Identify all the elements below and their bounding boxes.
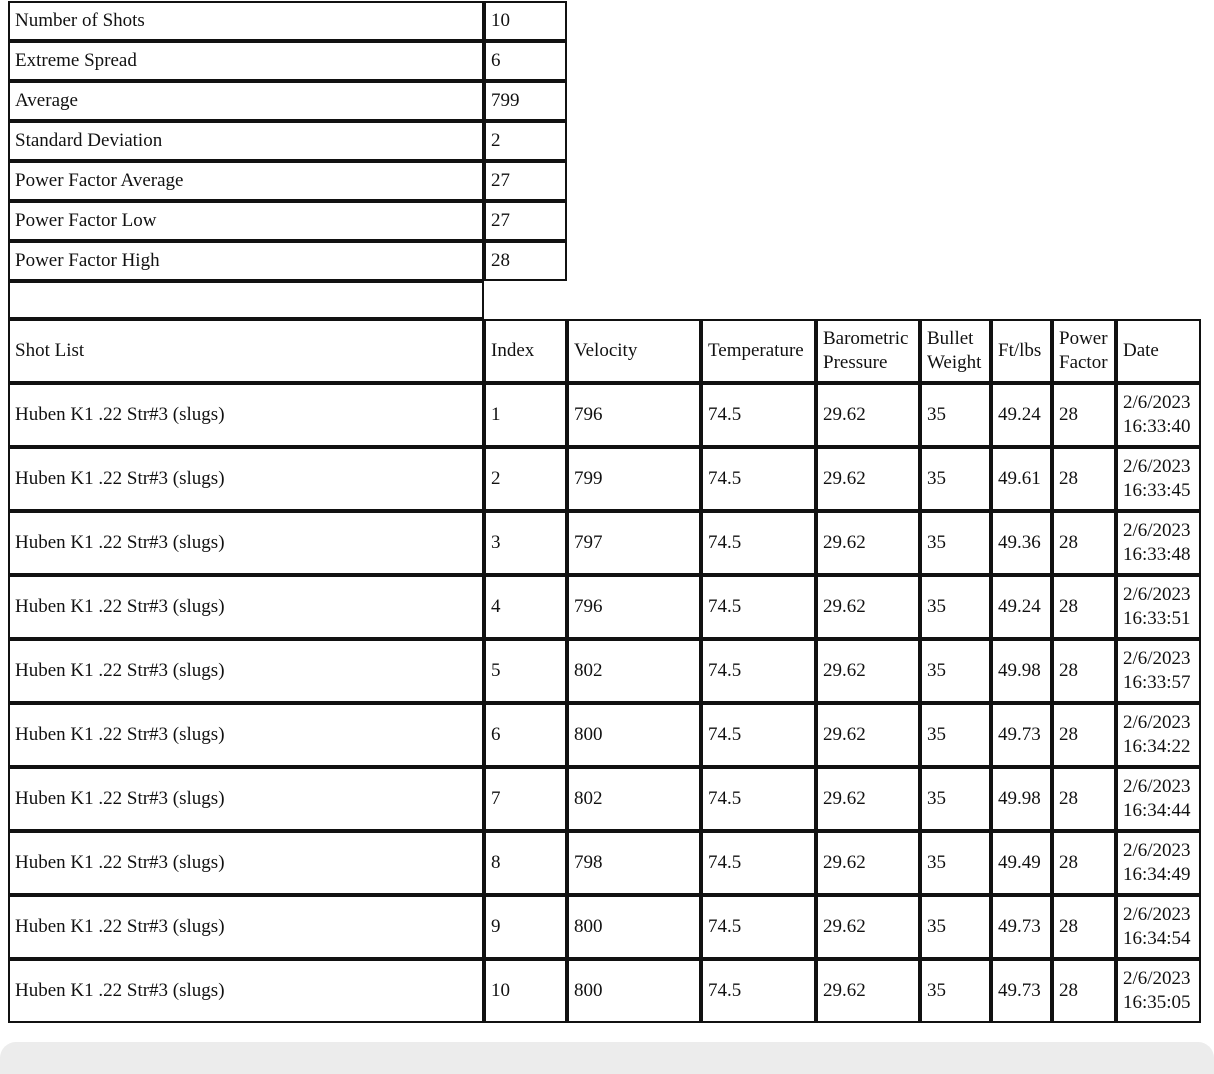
summary-value: 10 — [484, 1, 567, 41]
shot-velocity-cell: 796 — [567, 575, 701, 639]
shot-ftlbs-cell: 49.73 — [991, 895, 1052, 959]
summary-label: Power Factor Average — [8, 161, 484, 201]
shot-temperature-cell: 74.5 — [701, 575, 816, 639]
shot-date-cell — [1116, 959, 1201, 1023]
shot-power-factor-cell: 28 — [1052, 639, 1116, 703]
summary-label: Standard Deviation — [8, 121, 484, 161]
spacer-row — [8, 281, 1201, 319]
shot-temperature-cell: 74.5 — [701, 511, 816, 575]
shot-pressure-cell: 29.62 — [816, 831, 920, 895]
table-row — [8, 511, 1201, 575]
shot-weight-cell: 35 — [920, 959, 991, 1023]
shot-power-factor-cell: 28 — [1052, 767, 1116, 831]
summary-label: Extreme Spread — [8, 41, 484, 81]
summary-label: Average — [8, 81, 484, 121]
shot-name-cell: Huben K1 .22 Str#3 (slugs) — [8, 959, 484, 1023]
shot-name-cell: Huben K1 .22 Str#3 (slugs) — [8, 575, 484, 639]
shot-date-text: 2/6/2023 — [1123, 712, 1191, 733]
shot-date-cell — [1116, 831, 1201, 895]
header-temperature: Temperature — [701, 319, 816, 383]
shot-index-cell: 4 — [484, 575, 567, 639]
shot-temperature-cell: 74.5 — [701, 447, 816, 511]
shot-pressure-cell: 29.62 — [816, 575, 920, 639]
shot-index-cell: 10 — [484, 959, 567, 1023]
shot-velocity-cell: 800 — [567, 895, 701, 959]
summary-value: 27 — [484, 161, 567, 201]
shot-pressure-cell: 29.62 — [816, 639, 920, 703]
shot-velocity-cell: 800 — [567, 703, 701, 767]
shot-date-cell — [1116, 895, 1201, 959]
summary-row-power-factor-high — [8, 241, 1201, 281]
shot-pressure-cell: 29.62 — [816, 511, 920, 575]
shot-date-text: 2/6/2023 — [1123, 520, 1191, 541]
shot-time-text: 16:35:05 — [1123, 992, 1191, 1013]
shot-pressure-cell: 29.62 — [816, 703, 920, 767]
table-row — [8, 831, 1201, 895]
shot-index-cell: 5 — [484, 639, 567, 703]
header-text-line: Bullet — [927, 328, 974, 349]
shot-temperature-cell: 74.5 — [701, 831, 816, 895]
shot-time-text: 16:33:51 — [1123, 608, 1191, 629]
shot-power-factor-cell: 28 — [1052, 959, 1116, 1023]
table-row — [8, 575, 1201, 639]
shot-pressure-cell: 29.62 — [816, 767, 920, 831]
shot-time-text: 16:34:44 — [1123, 800, 1191, 821]
shot-velocity-cell: 802 — [567, 639, 701, 703]
summary-row-standard-deviation — [8, 121, 1201, 161]
shot-weight-cell: 35 — [920, 767, 991, 831]
shot-list-header-row — [8, 319, 1201, 383]
shot-power-factor-cell: 28 — [1052, 703, 1116, 767]
window-bottom-bar — [0, 1042, 1214, 1074]
summary-label: Power Factor High — [8, 241, 484, 281]
shot-temperature-cell: 74.5 — [701, 895, 816, 959]
shot-date-text: 2/6/2023 — [1123, 968, 1191, 989]
shot-power-factor-cell: 28 — [1052, 831, 1116, 895]
header-bullet-weight — [920, 319, 991, 383]
summary-row-power-factor-low — [8, 201, 1201, 241]
shot-index-cell: 1 — [484, 383, 567, 447]
shot-date-cell — [1116, 575, 1201, 639]
shot-ftlbs-cell: 49.98 — [991, 639, 1052, 703]
shot-weight-cell: 35 — [920, 383, 991, 447]
shot-weight-cell: 35 — [920, 575, 991, 639]
shot-power-factor-cell: 28 — [1052, 575, 1116, 639]
shot-index-cell: 6 — [484, 703, 567, 767]
header-text-line: Barometric — [823, 328, 909, 349]
shot-pressure-cell: 29.62 — [816, 895, 920, 959]
shot-index-cell: 8 — [484, 831, 567, 895]
header-velocity: Velocity — [567, 319, 701, 383]
header-text-line: Factor — [1059, 352, 1108, 373]
shot-velocity-cell: 799 — [567, 447, 701, 511]
shot-weight-cell: 35 — [920, 895, 991, 959]
summary-label: Number of Shots — [8, 1, 484, 41]
shot-power-factor-cell: 28 — [1052, 447, 1116, 511]
shot-name-cell: Huben K1 .22 Str#3 (slugs) — [8, 639, 484, 703]
summary-value: 799 — [484, 81, 567, 121]
shot-velocity-cell: 802 — [567, 767, 701, 831]
shot-temperature-cell: 74.5 — [701, 639, 816, 703]
shot-date-text: 2/6/2023 — [1123, 392, 1191, 413]
table-row — [8, 895, 1201, 959]
shot-time-text: 16:33:45 — [1123, 480, 1191, 501]
shot-date-cell — [1116, 383, 1201, 447]
shot-date-cell — [1116, 447, 1201, 511]
shot-name-cell: Huben K1 .22 Str#3 (slugs) — [8, 511, 484, 575]
shot-date-text: 2/6/2023 — [1123, 648, 1191, 669]
shot-name-cell: Huben K1 .22 Str#3 (slugs) — [8, 767, 484, 831]
table-row — [8, 447, 1201, 511]
shot-time-text: 16:34:54 — [1123, 928, 1191, 949]
shot-power-factor-cell: 28 — [1052, 511, 1116, 575]
shot-time-text: 16:34:22 — [1123, 736, 1191, 757]
table-row — [8, 703, 1201, 767]
shot-index-cell: 9 — [484, 895, 567, 959]
shot-pressure-cell: 29.62 — [816, 447, 920, 511]
shot-weight-cell: 35 — [920, 703, 991, 767]
empty-cell — [8, 281, 484, 319]
shot-ftlbs-cell: 49.61 — [991, 447, 1052, 511]
shot-name-cell: Huben K1 .22 Str#3 (slugs) — [8, 447, 484, 511]
summary-value: 27 — [484, 201, 567, 241]
shot-weight-cell: 35 — [920, 831, 991, 895]
summary-row-extreme-spread — [8, 41, 1201, 81]
header-barometric-pressure — [816, 319, 920, 383]
shot-name-cell: Huben K1 .22 Str#3 (slugs) — [8, 383, 484, 447]
shot-weight-cell: 35 — [920, 447, 991, 511]
shot-weight-cell: 35 — [920, 511, 991, 575]
shot-report-table — [8, 1, 1201, 1023]
shot-velocity-cell: 800 — [567, 959, 701, 1023]
shot-name-cell: Huben K1 .22 Str#3 (slugs) — [8, 895, 484, 959]
shot-time-text: 16:34:49 — [1123, 864, 1191, 885]
shot-pressure-cell: 29.62 — [816, 959, 920, 1023]
shot-ftlbs-cell: 49.24 — [991, 575, 1052, 639]
shot-ftlbs-cell: 49.73 — [991, 703, 1052, 767]
header-text-line: Power — [1059, 328, 1108, 349]
summary-value: 28 — [484, 241, 567, 281]
shot-temperature-cell: 74.5 — [701, 959, 816, 1023]
shot-ftlbs-cell: 49.73 — [991, 959, 1052, 1023]
header-date: Date — [1116, 319, 1201, 383]
header-text-line: Weight — [927, 352, 982, 373]
shot-power-factor-cell: 28 — [1052, 895, 1116, 959]
summary-row-average — [8, 81, 1201, 121]
summary-row-power-factor-average — [8, 161, 1201, 201]
table-row — [8, 767, 1201, 831]
shot-pressure-cell: 29.62 — [816, 383, 920, 447]
header-ft-lbs: Ft/lbs — [991, 319, 1052, 383]
shot-velocity-cell: 798 — [567, 831, 701, 895]
shot-time-text: 16:33:57 — [1123, 672, 1191, 693]
shot-velocity-cell: 796 — [567, 383, 701, 447]
shot-ftlbs-cell: 49.36 — [991, 511, 1052, 575]
table-row — [8, 639, 1201, 703]
summary-value: 6 — [484, 41, 567, 81]
shot-name-cell: Huben K1 .22 Str#3 (slugs) — [8, 831, 484, 895]
shot-weight-cell: 35 — [920, 639, 991, 703]
summary-label: Power Factor Low — [8, 201, 484, 241]
shot-ftlbs-cell: 49.98 — [991, 767, 1052, 831]
shot-velocity-cell: 797 — [567, 511, 701, 575]
table-row — [8, 959, 1201, 1023]
shot-date-text: 2/6/2023 — [1123, 456, 1191, 477]
shot-date-text: 2/6/2023 — [1123, 840, 1191, 861]
shot-power-factor-cell: 28 — [1052, 383, 1116, 447]
shot-time-text: 16:33:48 — [1123, 544, 1191, 565]
header-index: Index — [484, 319, 567, 383]
shot-temperature-cell: 74.5 — [701, 383, 816, 447]
shot-date-cell — [1116, 639, 1201, 703]
table-row — [8, 383, 1201, 447]
header-shot-list: Shot List — [8, 319, 484, 383]
shot-date-text: 2/6/2023 — [1123, 904, 1191, 925]
shot-name-cell: Huben K1 .22 Str#3 (slugs) — [8, 703, 484, 767]
shot-date-text: 2/6/2023 — [1123, 776, 1191, 797]
header-power-factor — [1052, 319, 1116, 383]
shot-index-cell: 7 — [484, 767, 567, 831]
shot-temperature-cell: 74.5 — [701, 767, 816, 831]
shot-ftlbs-cell: 49.24 — [991, 383, 1052, 447]
shot-date-cell — [1116, 767, 1201, 831]
shot-temperature-cell: 74.5 — [701, 703, 816, 767]
shot-ftlbs-cell: 49.49 — [991, 831, 1052, 895]
header-text-line: Pressure — [823, 352, 888, 373]
summary-row-number-of-shots — [8, 1, 1201, 41]
shot-index-cell: 2 — [484, 447, 567, 511]
shot-date-cell — [1116, 511, 1201, 575]
shot-date-text: 2/6/2023 — [1123, 584, 1191, 605]
shot-date-cell — [1116, 703, 1201, 767]
shot-index-cell: 3 — [484, 511, 567, 575]
shot-time-text: 16:33:40 — [1123, 416, 1191, 437]
summary-value: 2 — [484, 121, 567, 161]
